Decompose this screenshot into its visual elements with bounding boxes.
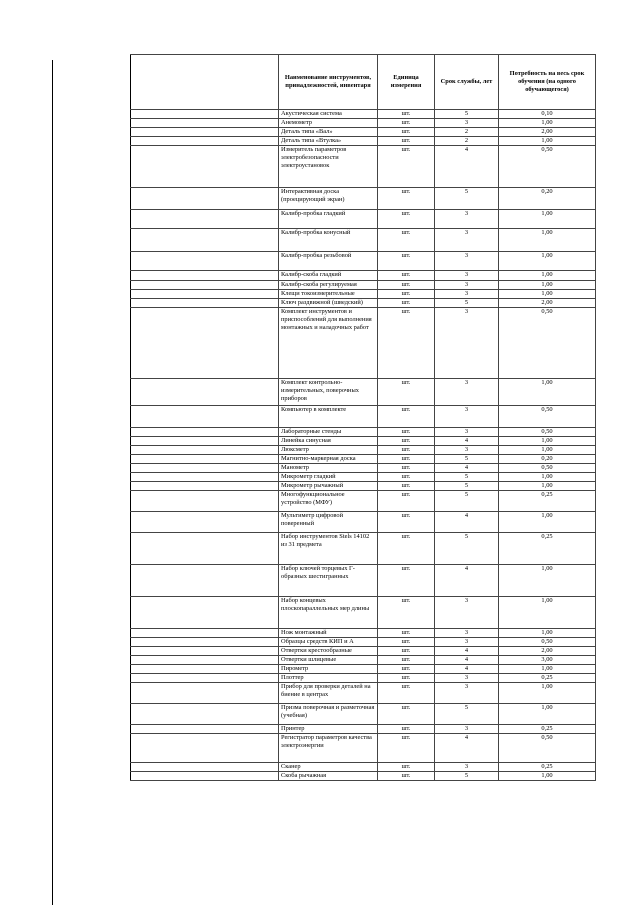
column-header-life: Срок службы, лет xyxy=(435,55,499,110)
table-row xyxy=(131,271,596,281)
name-cell: Пирометр xyxy=(279,665,378,674)
name-cell: Скоба рычажная xyxy=(279,772,378,781)
unit-cell: шт. xyxy=(378,704,435,725)
table-row xyxy=(131,455,596,464)
name-cell: Компьютер в комплекте xyxy=(279,406,378,428)
unit-cell: шт. xyxy=(378,647,435,656)
life-cell: 5 xyxy=(435,455,499,464)
unit-cell: шт. xyxy=(378,437,435,446)
need-cell: 0,20 xyxy=(499,455,596,464)
table-row xyxy=(131,656,596,665)
table-row xyxy=(131,210,596,229)
table-row xyxy=(131,446,596,455)
life-cell: 3 xyxy=(435,379,499,406)
unit-cell: шт. xyxy=(378,482,435,491)
life-cell: 3 xyxy=(435,271,499,281)
name-cell: Мультиметр цифровой поверенный xyxy=(279,512,378,533)
unit-cell: шт. xyxy=(378,446,435,455)
need-cell: 1,00 xyxy=(499,210,596,229)
need-cell: 1,00 xyxy=(499,290,596,299)
life-cell: 4 xyxy=(435,464,499,473)
need-cell: 1,00 xyxy=(499,597,596,629)
unit-cell: шт. xyxy=(378,137,435,146)
unit-cell: шт. xyxy=(378,281,435,290)
blank-cell xyxy=(131,406,279,428)
life-cell: 4 xyxy=(435,656,499,665)
name-cell: Микрометр рычажный xyxy=(279,482,378,491)
need-cell: 1,00 xyxy=(499,281,596,290)
need-cell: 1,00 xyxy=(499,704,596,725)
life-cell: 3 xyxy=(435,446,499,455)
need-cell: 0,50 xyxy=(499,428,596,437)
blank-cell xyxy=(131,428,279,437)
table-row xyxy=(131,128,596,137)
life-cell: 3 xyxy=(435,597,499,629)
table-row xyxy=(131,299,596,308)
need-cell: 3,00 xyxy=(499,656,596,665)
unit-cell: шт. xyxy=(378,772,435,781)
need-cell: 0,25 xyxy=(499,725,596,734)
name-cell: Плоттер xyxy=(279,674,378,683)
column-header-need: Потребность на весь срок обучения (на одного обучающегося) xyxy=(499,55,596,110)
need-cell: 0,50 xyxy=(499,464,596,473)
table-row xyxy=(131,725,596,734)
blank-cell xyxy=(131,210,279,229)
need-cell: 0,25 xyxy=(499,491,596,512)
unit-cell: шт. xyxy=(378,473,435,482)
table-row xyxy=(131,704,596,725)
table-row xyxy=(131,428,596,437)
unit-cell: шт. xyxy=(378,290,435,299)
life-cell: 5 xyxy=(435,482,499,491)
blank-cell xyxy=(131,734,279,763)
blank-cell xyxy=(131,271,279,281)
life-cell: 3 xyxy=(435,638,499,647)
blank-cell xyxy=(131,491,279,512)
left-margin-line xyxy=(52,60,53,905)
table-row xyxy=(131,665,596,674)
life-cell: 3 xyxy=(435,763,499,772)
unit-cell: шт. xyxy=(378,565,435,597)
unit-cell: шт. xyxy=(378,683,435,704)
name-cell: Калибр-скоба регулируемая xyxy=(279,281,378,290)
blank-cell xyxy=(131,437,279,446)
table-row xyxy=(131,597,596,629)
need-cell: 0,50 xyxy=(499,308,596,379)
name-cell: Призма поверочная и разметочная (учебная) xyxy=(279,704,378,725)
table-row xyxy=(131,734,596,763)
column-header-unit: Единица измерения xyxy=(378,55,435,110)
table-row xyxy=(131,252,596,271)
need-cell: 1,00 xyxy=(499,482,596,491)
need-cell: 1,00 xyxy=(499,119,596,128)
need-cell: 1,00 xyxy=(499,683,596,704)
name-cell: Многофункциональное устройство (МФУ) xyxy=(279,491,378,512)
unit-cell: шт. xyxy=(378,188,435,210)
unit-cell: шт. xyxy=(378,428,435,437)
name-cell: Калибр-пробка конусный xyxy=(279,229,378,252)
unit-cell: шт. xyxy=(378,146,435,188)
name-cell: Набор ключей торцевых Г-образных шестигранных xyxy=(279,565,378,597)
unit-cell: шт. xyxy=(378,533,435,565)
unit-cell: шт. xyxy=(378,656,435,665)
life-cell: 2 xyxy=(435,137,499,146)
blank-cell xyxy=(131,473,279,482)
table-row xyxy=(131,629,596,638)
need-cell: 0,25 xyxy=(499,533,596,565)
name-cell: Клещи токоизмерительные xyxy=(279,290,378,299)
blank-cell xyxy=(131,772,279,781)
unit-cell: шт. xyxy=(378,629,435,638)
blank-cell xyxy=(131,565,279,597)
table-row xyxy=(131,110,596,119)
life-cell: 4 xyxy=(435,734,499,763)
blank-cell xyxy=(131,763,279,772)
name-cell: Комплект контрольно-измерительных, поверочных приборов xyxy=(279,379,378,406)
table-row xyxy=(131,308,596,379)
unit-cell: шт. xyxy=(378,271,435,281)
life-cell: 3 xyxy=(435,290,499,299)
name-cell: Калибр-пробка гладкий xyxy=(279,210,378,229)
life-cell: 4 xyxy=(435,512,499,533)
unit-cell: шт. xyxy=(378,299,435,308)
blank-cell xyxy=(131,308,279,379)
unit-cell: шт. xyxy=(378,379,435,406)
life-cell: 5 xyxy=(435,772,499,781)
need-cell: 1,00 xyxy=(499,565,596,597)
blank-cell xyxy=(131,137,279,146)
life-cell: 3 xyxy=(435,229,499,252)
table-row xyxy=(131,281,596,290)
need-cell: 2,00 xyxy=(499,647,596,656)
unit-cell: шт. xyxy=(378,491,435,512)
name-cell: Манометр xyxy=(279,464,378,473)
table-row xyxy=(131,533,596,565)
unit-cell: шт. xyxy=(378,665,435,674)
column-header-name: Наименование инструментов, принадлежностей, инвентаря xyxy=(279,55,378,110)
name-cell: Отвертки крестообразные xyxy=(279,647,378,656)
unit-cell: шт. xyxy=(378,210,435,229)
name-cell: Калибр-пробка резьбовой xyxy=(279,252,378,271)
blank-cell xyxy=(131,512,279,533)
name-cell: Ключ раздвижной (шведский) xyxy=(279,299,378,308)
table-row xyxy=(131,437,596,446)
need-cell: 1,00 xyxy=(499,629,596,638)
name-cell: Микрометр гладкий xyxy=(279,473,378,482)
unit-cell: шт. xyxy=(378,128,435,137)
need-cell: 2,00 xyxy=(499,299,596,308)
life-cell: 5 xyxy=(435,188,499,210)
name-cell: Принтер xyxy=(279,725,378,734)
need-cell: 1,00 xyxy=(499,473,596,482)
table-row xyxy=(131,565,596,597)
unit-cell: шт. xyxy=(378,597,435,629)
life-cell: 3 xyxy=(435,281,499,290)
name-cell: Магнитно-маркерная доска xyxy=(279,455,378,464)
life-cell: 5 xyxy=(435,473,499,482)
name-cell: Прибор для проверки деталей на биение в центрах xyxy=(279,683,378,704)
blank-cell xyxy=(131,683,279,704)
unit-cell: шт. xyxy=(378,638,435,647)
inventory-table xyxy=(130,54,596,781)
life-cell: 5 xyxy=(435,533,499,565)
table-row xyxy=(131,188,596,210)
blank-cell xyxy=(131,647,279,656)
need-cell: 1,00 xyxy=(499,137,596,146)
need-cell: 0,25 xyxy=(499,763,596,772)
name-cell: Калибр-скоба гладкий xyxy=(279,271,378,281)
life-cell: 3 xyxy=(435,210,499,229)
life-cell: 3 xyxy=(435,252,499,271)
need-cell: 1,00 xyxy=(499,772,596,781)
life-cell: 5 xyxy=(435,110,499,119)
unit-cell: шт. xyxy=(378,455,435,464)
need-cell: 1,00 xyxy=(499,665,596,674)
blank-cell xyxy=(131,455,279,464)
blank-cell xyxy=(131,446,279,455)
name-cell: Образцы средств КИП и А xyxy=(279,638,378,647)
name-cell: Анемометр xyxy=(279,119,378,128)
table-row xyxy=(131,683,596,704)
unit-cell: шт. xyxy=(378,763,435,772)
table-row xyxy=(131,119,596,128)
life-cell: 4 xyxy=(435,647,499,656)
name-cell: Отвертки шлицевые xyxy=(279,656,378,665)
unit-cell: шт. xyxy=(378,725,435,734)
unit-cell: шт. xyxy=(378,464,435,473)
blank-cell xyxy=(131,704,279,725)
name-cell: Акустическая система xyxy=(279,110,378,119)
table-row xyxy=(131,473,596,482)
blank-cell xyxy=(131,110,279,119)
need-cell: 0,20 xyxy=(499,188,596,210)
table-row xyxy=(131,137,596,146)
blank-cell xyxy=(131,656,279,665)
name-cell: Люксметр xyxy=(279,446,378,455)
blank-cell xyxy=(131,119,279,128)
need-cell: 1,00 xyxy=(499,229,596,252)
need-cell: 0,25 xyxy=(499,674,596,683)
life-cell: 4 xyxy=(435,146,499,188)
life-cell: 3 xyxy=(435,119,499,128)
unit-cell: шт. xyxy=(378,674,435,683)
life-cell: 5 xyxy=(435,299,499,308)
table-row xyxy=(131,638,596,647)
need-cell: 0,50 xyxy=(499,638,596,647)
unit-cell: шт. xyxy=(378,110,435,119)
table-row xyxy=(131,491,596,512)
need-cell: 1,00 xyxy=(499,271,596,281)
table-row xyxy=(131,763,596,772)
table-row xyxy=(131,229,596,252)
life-cell: 3 xyxy=(435,406,499,428)
blank-cell xyxy=(131,128,279,137)
unit-cell: шт. xyxy=(378,512,435,533)
blank-cell xyxy=(131,629,279,638)
need-cell: 0,50 xyxy=(499,146,596,188)
name-cell: Сканер xyxy=(279,763,378,772)
unit-cell: шт. xyxy=(378,229,435,252)
blank-cell xyxy=(131,146,279,188)
life-cell: 5 xyxy=(435,491,499,512)
table-body xyxy=(131,110,596,781)
blank-cell xyxy=(131,725,279,734)
life-cell: 4 xyxy=(435,437,499,446)
blank-cell xyxy=(131,252,279,271)
life-cell: 3 xyxy=(435,428,499,437)
table-row xyxy=(131,674,596,683)
name-cell: Комплект инструментов и приспособлений для выполнения монтажных и наладочных работ xyxy=(279,308,378,379)
blank-cell xyxy=(131,229,279,252)
unit-cell: шт. xyxy=(378,406,435,428)
blank-cell xyxy=(131,674,279,683)
blank-cell xyxy=(131,299,279,308)
blank-cell xyxy=(131,533,279,565)
blank-cell xyxy=(131,482,279,491)
need-cell: 0,10 xyxy=(499,110,596,119)
name-cell: Деталь типа «Втулка» xyxy=(279,137,378,146)
need-cell: 0,50 xyxy=(499,406,596,428)
name-cell: Лабораторные стенды xyxy=(279,428,378,437)
name-cell: Линейка синусная xyxy=(279,437,378,446)
blank-cell xyxy=(131,638,279,647)
table-header-row xyxy=(131,55,596,110)
life-cell: 2 xyxy=(435,128,499,137)
life-cell: 3 xyxy=(435,629,499,638)
blank-cell xyxy=(131,188,279,210)
life-cell: 5 xyxy=(435,704,499,725)
unit-cell: шт. xyxy=(378,734,435,763)
need-cell: 1,00 xyxy=(499,437,596,446)
table-row xyxy=(131,647,596,656)
table-row xyxy=(131,482,596,491)
blank-cell xyxy=(131,290,279,299)
need-cell: 0,50 xyxy=(499,734,596,763)
name-cell: Регистратор параметров качества электроэнергии xyxy=(279,734,378,763)
life-cell: 3 xyxy=(435,674,499,683)
need-cell: 1,00 xyxy=(499,379,596,406)
unit-cell: шт. xyxy=(378,308,435,379)
blank-cell xyxy=(131,597,279,629)
life-cell: 3 xyxy=(435,308,499,379)
table-row xyxy=(131,406,596,428)
life-cell: 4 xyxy=(435,565,499,597)
life-cell: 3 xyxy=(435,683,499,704)
name-cell: Интерактивная доска (проецирующий экран) xyxy=(279,188,378,210)
table-row xyxy=(131,379,596,406)
life-cell: 4 xyxy=(435,665,499,674)
blank-cell xyxy=(131,379,279,406)
name-cell: Нож монтажный xyxy=(279,629,378,638)
table-row xyxy=(131,464,596,473)
need-cell: 1,00 xyxy=(499,512,596,533)
name-cell: Набор инструментов Stels 14102 из 31 предмета xyxy=(279,533,378,565)
need-cell: 1,00 xyxy=(499,252,596,271)
need-cell: 1,00 xyxy=(499,446,596,455)
table-row xyxy=(131,772,596,781)
blank-column-header xyxy=(131,55,279,110)
life-cell: 3 xyxy=(435,725,499,734)
table-row xyxy=(131,146,596,188)
blank-cell xyxy=(131,665,279,674)
name-cell: Измеритель параметров электробезопасности электроустановок xyxy=(279,146,378,188)
table-row xyxy=(131,290,596,299)
unit-cell: шт. xyxy=(378,252,435,271)
name-cell: Деталь типа «Вал» xyxy=(279,128,378,137)
table-row xyxy=(131,512,596,533)
blank-cell xyxy=(131,464,279,473)
need-cell: 2,00 xyxy=(499,128,596,137)
name-cell: Набор концевых плоскопараллельных мер длины xyxy=(279,597,378,629)
blank-cell xyxy=(131,281,279,290)
unit-cell: шт. xyxy=(378,119,435,128)
